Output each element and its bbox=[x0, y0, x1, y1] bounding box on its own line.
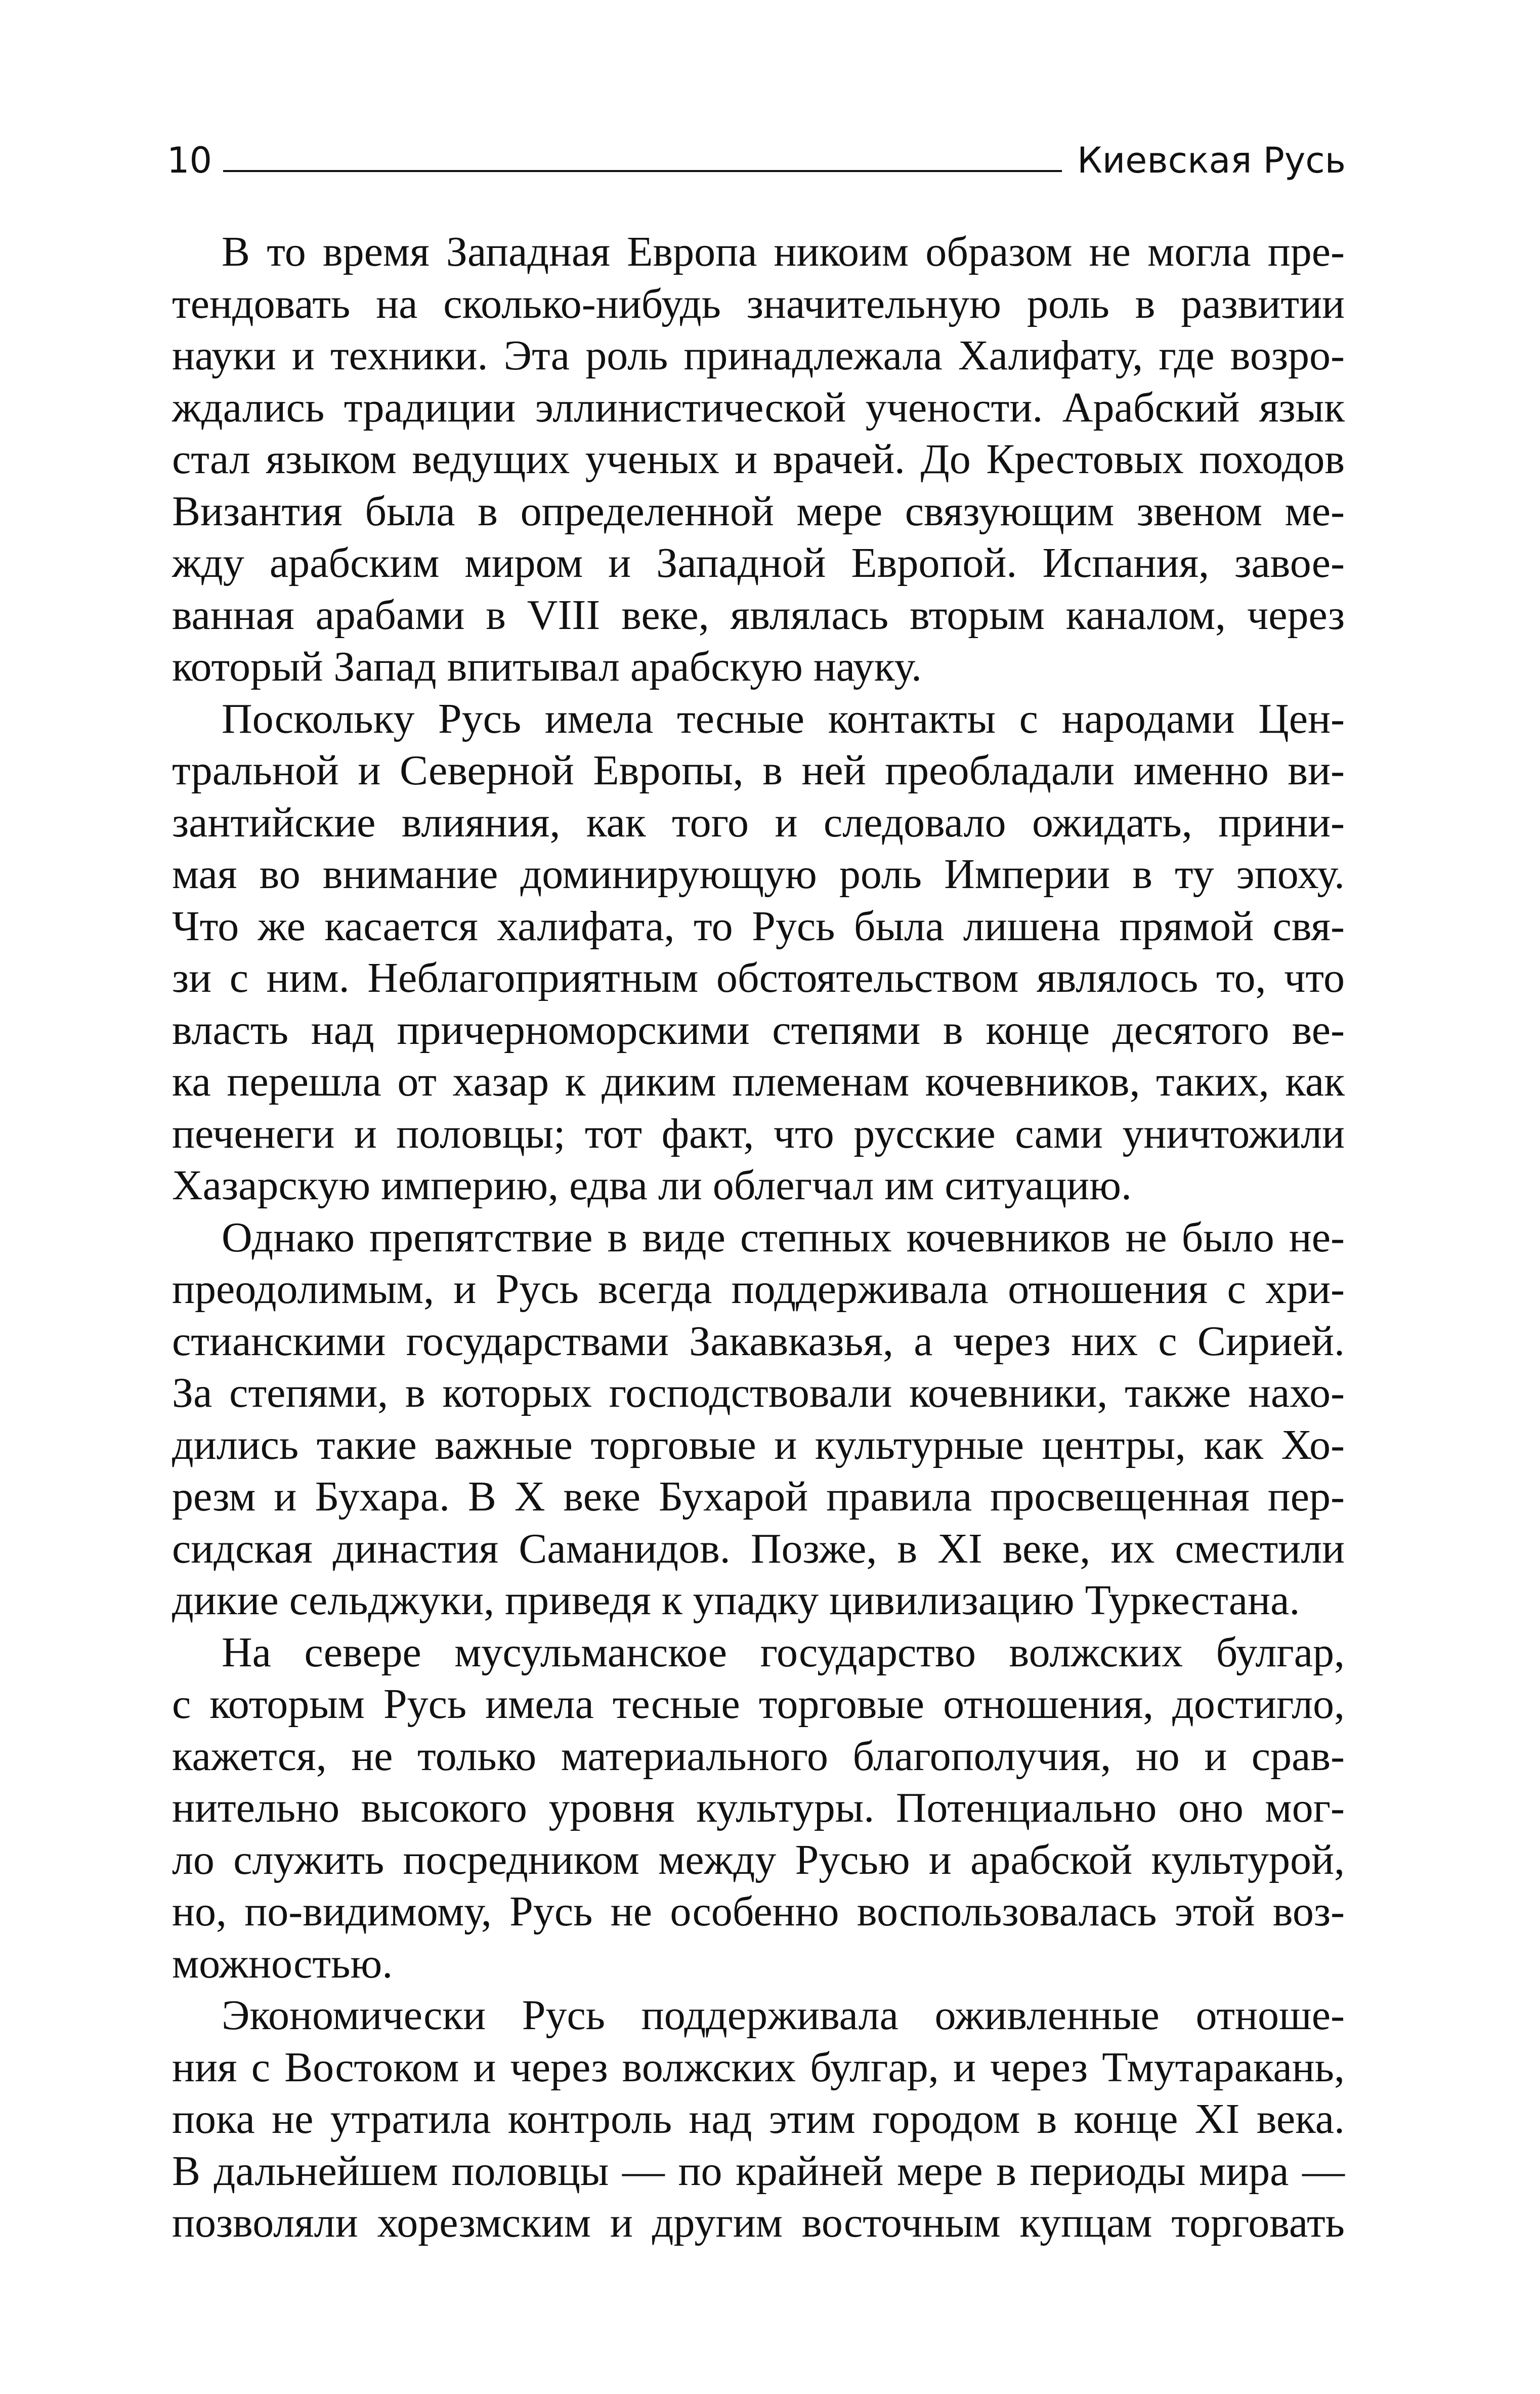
text-line: мая во внимание доминирующую роль Империи в ту эпоху. bbox=[172, 851, 1345, 898]
text-line: ждались традиции эллинистической учености. Арабский язык bbox=[172, 384, 1345, 431]
text-line: дикие сельджуки, приведя к упадку цивилизацию Туркестана. bbox=[172, 1577, 1300, 1624]
text-line: На севере мусульманское государство волжских булгар, bbox=[222, 1628, 1345, 1676]
text-line: власть над причерноморскими степями в конце десятого ве- bbox=[172, 1006, 1345, 1054]
text-line: Византия была в определенной мере связующим звеном ме- bbox=[172, 487, 1345, 535]
text-line: Однако препятствие в виде степных кочевников не было не- bbox=[222, 1213, 1345, 1261]
text-line: В то время Западная Европа никоим образом не могла пре- bbox=[222, 228, 1345, 275]
text-line: Хазарскую империю, едва ли облегчал им ситуацию. bbox=[172, 1162, 1132, 1209]
paragraph bbox=[172, 226, 1345, 693]
running-header bbox=[167, 128, 1346, 181]
text-line: тральной и Северной Европы, в ней преобладали именно ви- bbox=[172, 747, 1345, 794]
page-number: 10 bbox=[167, 140, 212, 181]
text-line: Что же касается халифата, то Русь была лишена прямой свя- bbox=[172, 902, 1345, 950]
text-line: но, по-видимому, Русь не особенно воспользовалась этой воз- bbox=[172, 1888, 1345, 1935]
text-line: позволяли хорезмским и другим восточным купцам торговать bbox=[172, 2199, 1345, 2246]
text-line: жду арабским миром и Западной Европой. Испания, завое- bbox=[172, 539, 1345, 586]
text-line: дились такие важные торговые и культурные центры, как Хо- bbox=[172, 1421, 1345, 1468]
text-line: ния с Востоком и через волжских булгар, и через Тмутаракань, bbox=[172, 2043, 1345, 2091]
paragraph bbox=[172, 1990, 1345, 2249]
text-line: резм и Бухара. В X веке Бухарой правила просвещенная пер- bbox=[172, 1473, 1345, 1520]
body-text bbox=[172, 226, 1345, 2249]
text-line: стианскими государствами Закавказья, а через них с Сирией. bbox=[172, 1317, 1345, 1365]
text-line: зантийские влияния, как того и следовало ожидать, прини- bbox=[172, 799, 1345, 846]
text-line: В дальнейшем половцы — по крайней мере в периоды мира — bbox=[172, 2147, 1345, 2195]
text-line: кажется, не только материального благополучия, но и срав- bbox=[172, 1732, 1345, 1780]
text-line: За степями, в которых господствовали кочевники, также нахо- bbox=[172, 1369, 1345, 1416]
text-line: ло служить посредником между Русью и арабской культурой, bbox=[172, 1836, 1345, 1883]
paragraph bbox=[172, 1212, 1345, 1627]
text-line: ка перешла от хазар к диким племенам кочевников, таких, как bbox=[172, 1058, 1345, 1105]
header-rule bbox=[223, 170, 1062, 172]
text-line: который Запад впитывал арабскую науку. bbox=[172, 643, 922, 690]
paragraph bbox=[172, 693, 1345, 1212]
text-line: Экономически Русь поддерживала оживленные отноше- bbox=[222, 1992, 1345, 2039]
text-line: нительно высокого уровня культуры. Потенциально оно мог- bbox=[172, 1784, 1345, 1831]
text-line: науки и техники. Эта роль принадлежала Халифату, где возро- bbox=[172, 332, 1345, 379]
text-line: сидская династия Саманидов. Позже, в XI веке, их сместили bbox=[172, 1525, 1345, 1572]
text-line: зи с ним. Неблагоприятным обстоятельством являлось то, что bbox=[172, 954, 1345, 1001]
text-line: пока не утратила контроль над этим городом в конце XI века. bbox=[172, 2095, 1345, 2143]
text-line: стал языком ведущих ученых и врачей. До Крестовых походов bbox=[172, 436, 1345, 483]
running-title: Киевская Русь bbox=[1077, 140, 1346, 181]
text-line: можностью. bbox=[172, 1940, 393, 1987]
text-line: с которым Русь имела тесные торговые отношения, достигло, bbox=[172, 1681, 1345, 1728]
text-line: печенеги и половцы; тот факт, что русские сами уничтожили bbox=[172, 1110, 1345, 1157]
text-line: Поскольку Русь имела тесные контакты с народами Цен- bbox=[222, 695, 1345, 742]
text-line: преодолимым, и Русь всегда поддерживала отношения с хри- bbox=[172, 1266, 1345, 1313]
text-line: тендовать на сколько-нибудь значительную роль в развитии bbox=[172, 280, 1345, 327]
paragraph bbox=[172, 1627, 1345, 1990]
text-line: ванная арабами в VIII веке, являлась вторым каналом, через bbox=[172, 591, 1345, 639]
